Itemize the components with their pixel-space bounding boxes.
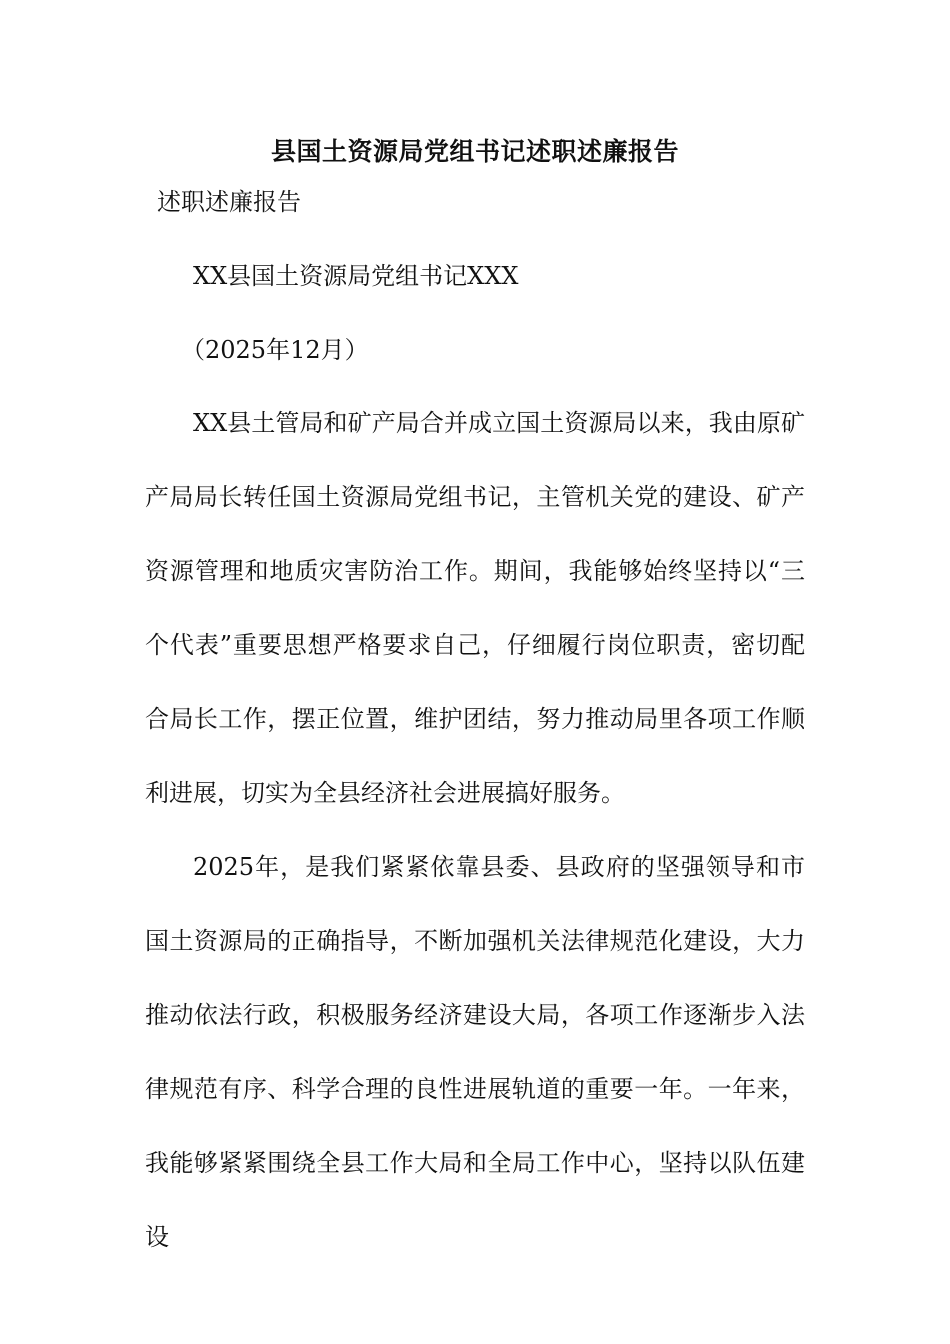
date-line: （2025年12月） [181, 336, 369, 364]
document-title: 县国土资源局党组书记述职述廉报告 [270, 137, 679, 166]
author-line: XX县国土资源局党组书记XXX [193, 262, 519, 290]
document-subtitle: 述职述廉报告 [157, 188, 301, 216]
body-paragraph: 2025年，是我们紧紧依靠县委、县政府的坚强领导和市国土资源局的正确指导，不断加强机关法律规范化建设，大力推动依法行政，积极服务经济建设大局，各项工作逐渐步入法律规范有序、科学合理的良性进展轨道的重要一年。一年来，我能够紧紧围绕全县工作大局和全局工作中心，坚持以队伍建设 [145, 853, 805, 1251]
body-paragraph: XX县土管局和矿产局合并成立国土资源局以来，我由原矿产局局长转任国土资源局党组书记，主管机关党的建设、矿产资源管理和地质灾害防治工作。期间，我能够始终坚持以“三个代表”重要思想严格要求自己，仔细履行岗位职责，密切配合局长工作，摆正位置，维护团结，努力推动局里各项工作顺利进展，切实为全县经济社会进展搞好服务。 [145, 409, 805, 807]
